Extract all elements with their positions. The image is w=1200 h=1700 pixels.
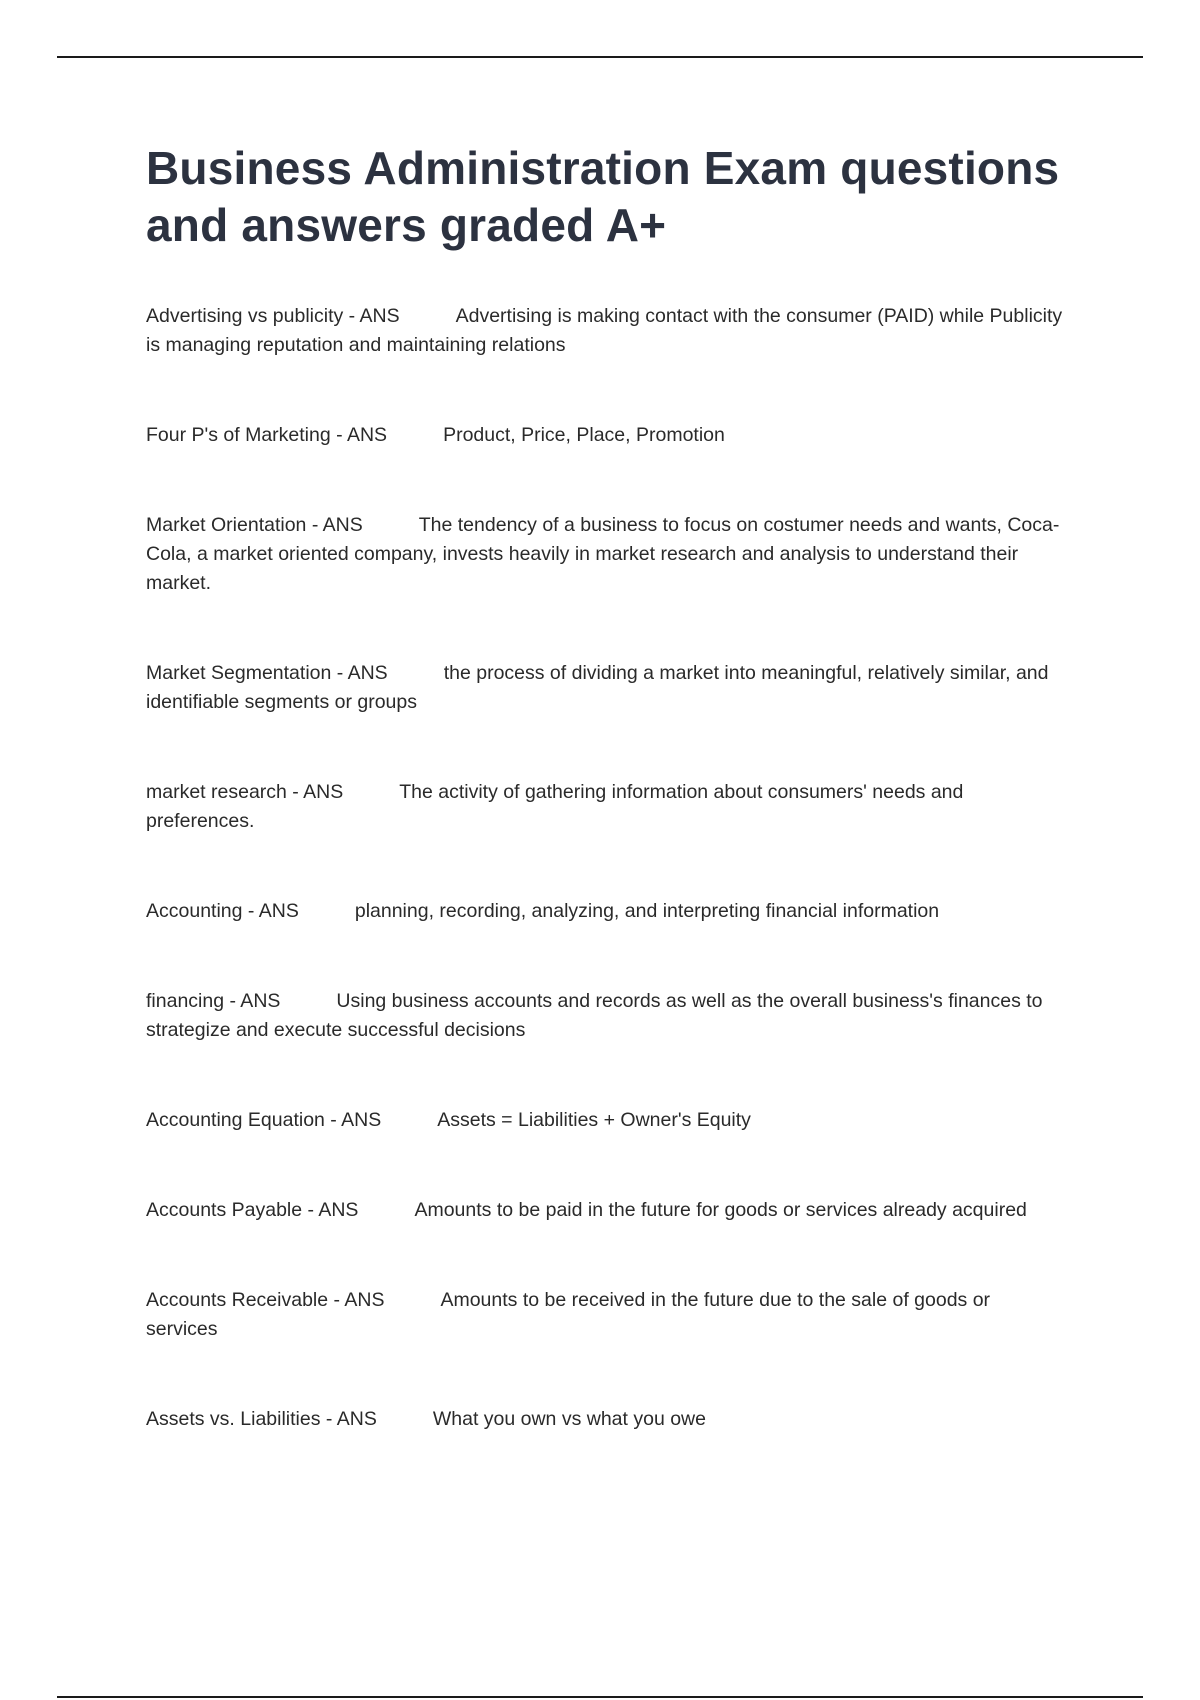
qa-item-assets-vs-liabilities <box>146 1405 1066 1434</box>
top-rule <box>57 56 1143 58</box>
qa-definition: The tendency of a business to focus on costumer needs and wants, Coca-Cola, a market oriented company, invests heavily in market research and analysis to understand their market. <box>146 514 1060 594</box>
qa-term: market research - ANS <box>146 781 344 803</box>
page-title: Business Administration Exam questions and answers graded A+ <box>146 142 1060 251</box>
qa-definition: the process of dividing a market into meaningful, relatively similar, and identifiable segments or groups <box>146 662 1049 713</box>
qa-term: financing - ANS <box>146 990 281 1012</box>
qa-definition: planning, recording, analyzing, and interpreting financial information <box>354 900 940 922</box>
qa-item-accounting-equation <box>146 1106 1066 1135</box>
qa-definition: Product, Price, Place, Promotion <box>443 424 725 446</box>
qa-item-market-orientation <box>146 511 1066 598</box>
qa-definition: Amounts to be paid in the future for goods or services already acquired <box>414 1199 1027 1221</box>
qa-item-market-research <box>146 778 1066 836</box>
document-body <box>146 140 1066 1495</box>
qa-term: Accounting - ANS <box>146 900 299 922</box>
qa-term: Assets vs. Liabilities - ANS <box>146 1408 377 1430</box>
qa-item-market-segmentation <box>146 659 1066 717</box>
qa-item-financing <box>146 987 1066 1045</box>
qa-definition: What you own vs what you owe <box>432 1408 706 1430</box>
qa-term: Market Orientation - ANS <box>146 514 363 536</box>
qa-term: Accounts Receivable - ANS <box>146 1289 385 1311</box>
qa-list <box>146 302 1066 1434</box>
qa-item-advertising-vs-publicity <box>146 302 1066 360</box>
qa-definition: The activity of gathering information about consumers' needs and preferences. <box>146 781 964 832</box>
qa-term: Market Segmentation - ANS <box>146 662 388 684</box>
qa-definition: Amounts to be received in the future due to the sale of goods or services <box>146 1289 991 1340</box>
qa-item-accounts-payable <box>146 1196 1066 1225</box>
qa-item-accounting <box>146 897 1066 926</box>
qa-definition: Advertising is making contact with the consumer (PAID) while Publicity is managing reputation and maintaining relations <box>146 305 1063 356</box>
qa-term: Accounting Equation - ANS <box>146 1109 382 1131</box>
qa-term: Four P's of Marketing - ANS <box>146 424 388 446</box>
qa-item-four-ps <box>146 421 1066 450</box>
qa-term: Accounts Payable - ANS <box>146 1199 359 1221</box>
qa-term: Advertising vs publicity - ANS <box>146 305 400 327</box>
qa-item-accounts-receivable <box>146 1286 1066 1344</box>
bottom-rule <box>57 1696 1143 1698</box>
qa-definition: Assets = Liabilities + Owner's Equity <box>437 1109 751 1131</box>
qa-definition: Using business accounts and records as well as the overall business's finances to strategize and execute successful decisions <box>146 990 1043 1041</box>
